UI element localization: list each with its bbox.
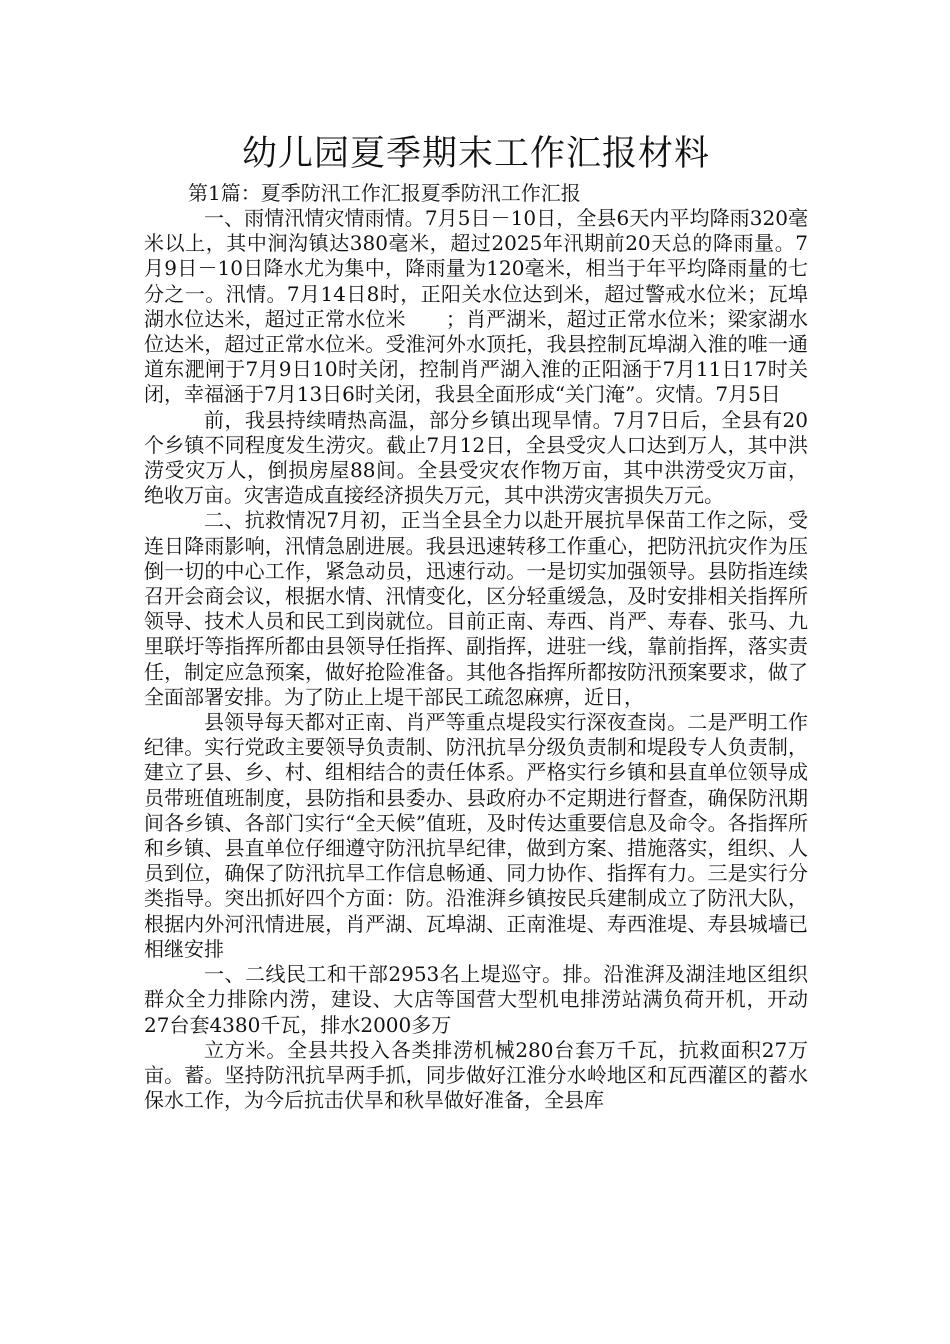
document-page xyxy=(144,128,808,1113)
paragraph: 前，我县持续晴热高温，部分乡镇出现旱情。7月7日后，全县有20个乡镇不同程度发生涝灾。截止7月12日，全县受灾人口达到万人，其中洪涝受灾万人，倒损房屋88间。全县受灾农作物万亩，其中洪涝受灾万亩，绝收万亩。灾害造成直接经济损失万元，其中洪涝灾害损失万元。 xyxy=(144,407,808,508)
document-body xyxy=(144,206,808,1113)
paragraph: 一、二线民工和干部2953名上堤巡守。排。沿淮湃及湖洼地区组织群众全力排除内涝，建设、大店等国营大型机电排涝站满负荷开机，开动27台套4380千瓦，排水2000多万 xyxy=(144,962,808,1037)
document-title: 幼儿园夏季期末工作汇报材料 xyxy=(241,134,710,174)
paragraph: 一、雨情汛情灾情雨情。7月5日－10日，全县6天内平均降雨320毫米以上，其中涧沟镇达380毫米，超过2025年汛期前20天总的降雨量。7月9日－10日降水尤为集中，降雨量为120毫米，相当于年平均降雨量的七分之一。汛情。7月14日8时，正阳关水位达到米，超过警戒水位米；瓦埠湖水位达米，超过正常水位米 ；肖严湖米，超过正常水位米；梁家湖水位达米，超过正常水位米。受淮河外水顶托，我县控制瓦埠湖入淮的唯一通道东淝闸于7月9日10时关闭，控制肖严湖入淮的正阳涵于7月11日17时关闭，幸福涵于7月13日6时关闭，我县全面形成“关门淹”。灾情。7月5日 xyxy=(144,206,808,407)
paragraph: 二、抗救情况7月初，正当全县全力以赴开展抗旱保苗工作之际，受连日降雨影响，汛情急剧进展。我县迅速转移工作重心，把防汛抗灾作为压倒一切的中心工作，紧急动员，迅速行动。一是切实加强领导。县防指连续召开会商会议，根据水情、汛情变化，区分轻重缓急，及时安排相关指挥所领导、技术人员和民工到岗就位。目前正南、寿西、肖严、寿春、张马、九里联圩等指挥所都由县领导任指挥、副指挥，进驻一线，靠前指挥，落实责任，制定应急预案，做好抢险准备。其他各指挥所都按防汛预案要求，做了全面部署安排。为了防止上堤干部民工疏忽麻痹，近日， xyxy=(144,508,808,709)
document-subtitle: 第1篇：夏季防汛工作汇报夏季防汛工作汇报 xyxy=(188,181,581,205)
paragraph: 立方米。全县共投入各类排涝机械280台套万千瓦，抗救面积27万亩。蓄。坚持防汛抗旱两手抓，同步做好江淮分水岭地区和瓦西灌区的蓄水保水工作，为今后抗击伏旱和秋旱做好准备，全县库 xyxy=(144,1037,808,1113)
paragraph: 县领导每天都对正南、肖严等重点堤段实行深夜查岗。二是严明工作纪律。实行党政主要领导负责制、防汛抗旱分级负责制和堤段专人负责制，建立了县、乡、村、组相结合的责任体系。严格实行乡镇和县直单位领导成员带班值班制度，县防指和县委办、县政府办不定期进行督查，确保防汛期间各乡镇、各部门实行“全天候”值班，及时传达重要信息及命令。各指挥所和乡镇、县直单位仔细遵守防汛抗旱纪律，做到方案、措施落实，组织、人员到位，确保了防汛抗旱工作信息畅通、同力协作、指挥有力。三是实行分类指导。突出抓好四个方面：防。沿淮湃乡镇按民兵建制成立了防汛大队，根据内外河汛情进展，肖严湖、瓦埠湖、正南淮堤、寿西淮堤、寿县城墙已相继安排 xyxy=(144,710,808,961)
